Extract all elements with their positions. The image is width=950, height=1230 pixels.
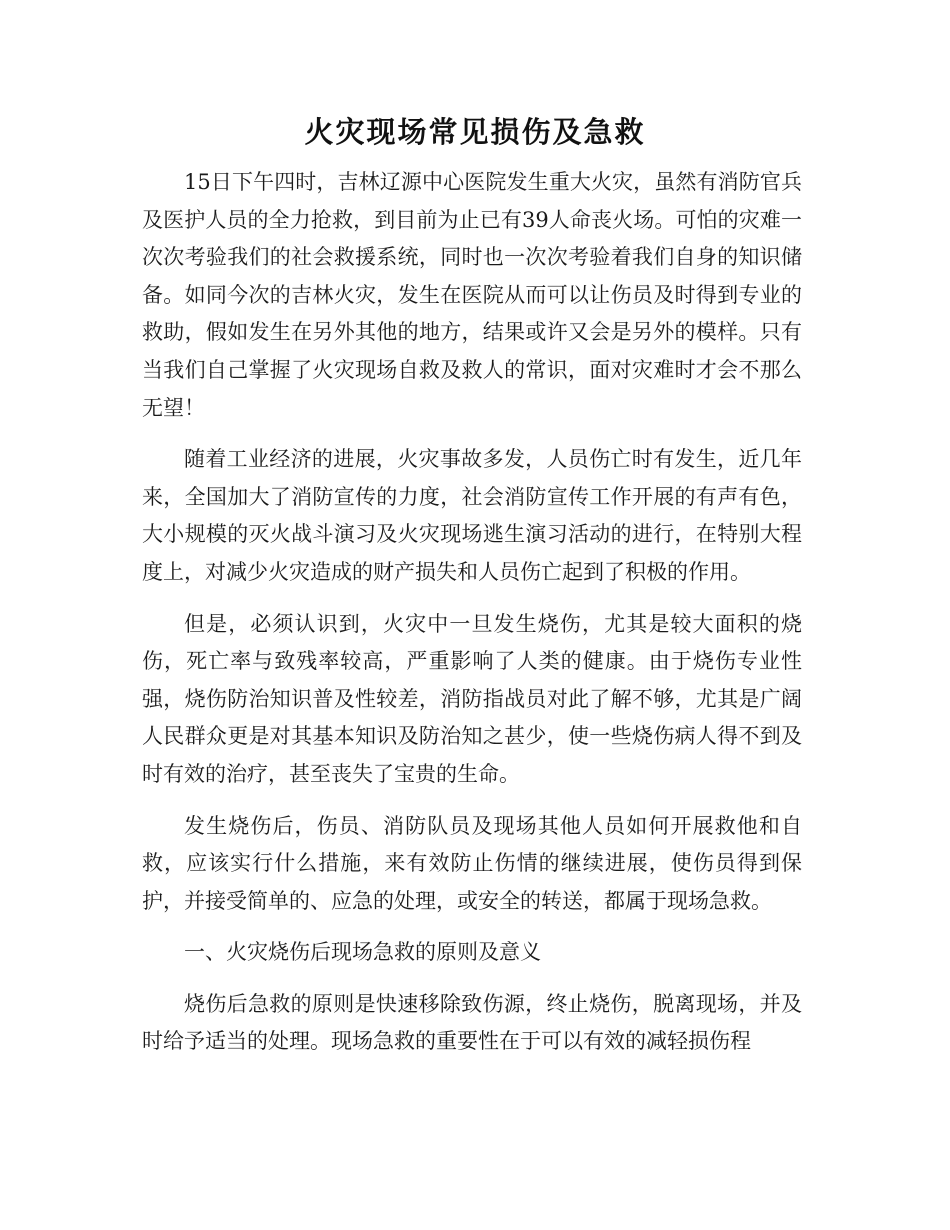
paragraph-4: 发生烧伤后，伤员、消防队员及现场其他人员如何开展救他和自救，应该实行什么措施，来有效防止伤情的继续进展，使伤员得到保护，并接受简单的、应急的处理，或安全的转送，都属于现场急救。 bbox=[142, 813, 802, 913]
section-heading: 一、火灾烧伤后现场急救的原则及意义 bbox=[184, 940, 541, 965]
paragraph-5: 烧伤后急救的原则是快速移除致伤源，终止烧伤，脱离现场，并及时给予适当的处理。现场急救的重要性在于可以有效的减轻损伤程 bbox=[142, 991, 802, 1054]
document-title: 火灾现场常见损伤及急救 bbox=[304, 115, 646, 149]
document-body bbox=[142, 164, 802, 1075]
paragraph-3: 但是，必须认识到，火灾中一旦发生烧伤，尤其是较大面积的烧伤，死亡率与致残率较高，严重影响了人类的健康。由于烧伤专业性强，烧伤防治知识普及性较差，消防指战员对此了解不够，尤其是广阔人民群众更是对其基本知识及防治知之甚少，使一些烧伤病人得不到及时有效的治疗，甚至丧失了宝贵的生命。 bbox=[142, 611, 802, 786]
paragraph-1: 15日下午四时，吉林辽源中心医院发生重大火灾，虽然有消防官兵及医护人员的全力抢救，到目前为止已有39人命丧火场。可怕的灾难一次次考验我们的社会救援系统，同时也一次次考验着我们自身的知识储备。如同今次的吉林火灾，发生在医院从而可以让伤员及时得到专业的救助，假如发生在另外其他的地方，结果或许又会是另外的模样。只有当我们自己掌握了火灾现场自救及救人的常识，面对灾难时才会不那么无望！ bbox=[142, 170, 802, 420]
paragraph-2: 随着工业经济的进展，火灾事故多发，人员伤亡时有发生，近几年来，全国加大了消防宣传的力度，社会消防宣传工作开展的有声有色，大小规模的灭火战斗演习及火灾现场逃生演习活动的进行，在特别大程度上，对减少火灾造成的财产损失和人员伤亡起到了积极的作用。 bbox=[142, 447, 802, 584]
